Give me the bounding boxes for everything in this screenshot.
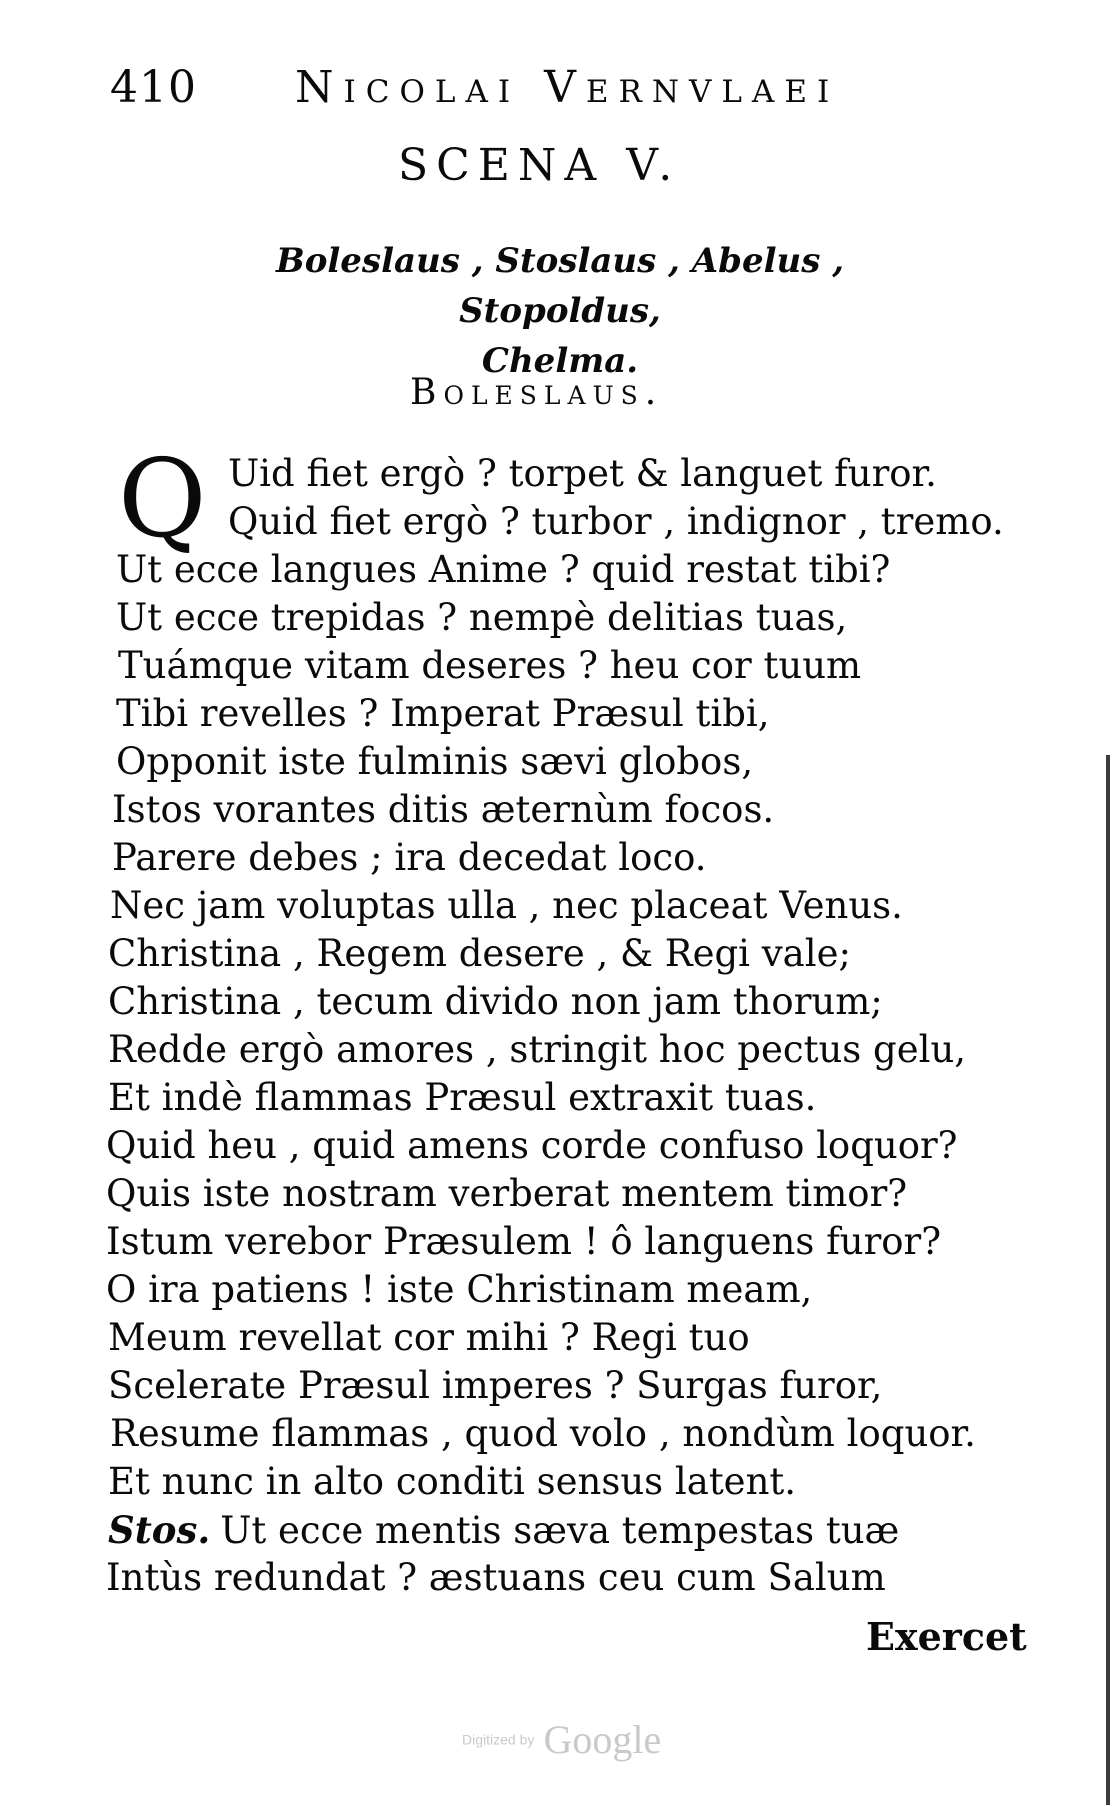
verse-line: Christina , Regem desere , & Regi vale;	[108, 932, 851, 975]
verse-line: Tibi revelles ? Imperat Præsul tibi,	[116, 692, 770, 735]
verse-line: Opponit iste fulminis sævi globos,	[116, 740, 754, 783]
verse-line: Tuámque vitam deseres ? heu cor tuum	[118, 644, 862, 687]
verse-line: Meum revellat cor mihi ? Regi tuo	[108, 1316, 750, 1359]
verse-line: Ut ecce trepidas ? nempè delitias tuas,	[116, 596, 848, 639]
verse-line: Intùs redundat ? æstuans ceu cum Salum	[106, 1556, 886, 1599]
verse-line: Istum verebor Præsulem ! ô languens furor?	[106, 1220, 942, 1263]
verse-line: Parere debes ; ira decedat loco.	[112, 836, 707, 879]
verse-line: Et nunc in alto conditi sensus latent.	[108, 1460, 797, 1503]
verse-line: Quid fiet ergò ? turbor , indignor , tremo.	[228, 500, 1004, 543]
verse-line: Quid heu , quid amens corde confuso loquor?	[106, 1124, 958, 1167]
speaker-name: Boleslaus.	[410, 372, 664, 413]
page-number: 410	[110, 62, 197, 113]
google-logo: Google	[543, 1717, 662, 1762]
digitized-by-label: Digitized by	[462, 1731, 535, 1748]
verse-line: Redde ergò amores , stringit hoc pectus gelu,	[108, 1028, 967, 1071]
page-edge-shadow	[1106, 755, 1120, 1805]
cast-line-1: Boleslaus , Stoslaus , Abelus , Stopoldus,	[275, 241, 845, 331]
verse-line: Ut ecce langues Anime ? quid restat tibi?	[116, 548, 891, 591]
cast-line-2: Chelma.	[481, 341, 639, 381]
verse-line: Quis iste nostram verberat mentem timor?	[106, 1172, 908, 1215]
verse-line: Istos vorantes ditis æternùm focos.	[112, 788, 775, 831]
verse-line: Nec jam voluptas ulla , nec placeat Venus.	[110, 884, 903, 927]
verse-line: Et indè flammas Præsul extraxit tuas.	[108, 1076, 817, 1119]
verse-line: Scelerate Præsul imperes ? Surgas furor,	[108, 1364, 883, 1407]
cast-list	[200, 236, 920, 386]
verse-line: Uid fiet ergò ? torpet & languet furor.	[228, 452, 937, 495]
drop-capital: Q	[118, 437, 207, 562]
page-header	[110, 62, 890, 122]
scene-title: SCENA V.	[398, 140, 681, 191]
verse-line: Christina , tecum divido non jam thorum;	[108, 980, 883, 1023]
verse-line: Resume flammas , quod volo , nondùm loquor.	[110, 1412, 976, 1455]
verse-line: O ira patiens ! iste Christinam meam,	[106, 1268, 813, 1311]
digitized-by-watermark	[462, 1716, 661, 1760]
verse-line-with-speaker: Stos. Ut ecce mentis sæva tempestas tuæ	[108, 1508, 900, 1552]
catchword: Exercet	[866, 1614, 1027, 1659]
running-title: Nicolai Vernvlaei	[295, 62, 840, 113]
speaker-abbreviation: Stos.	[108, 1508, 211, 1552]
